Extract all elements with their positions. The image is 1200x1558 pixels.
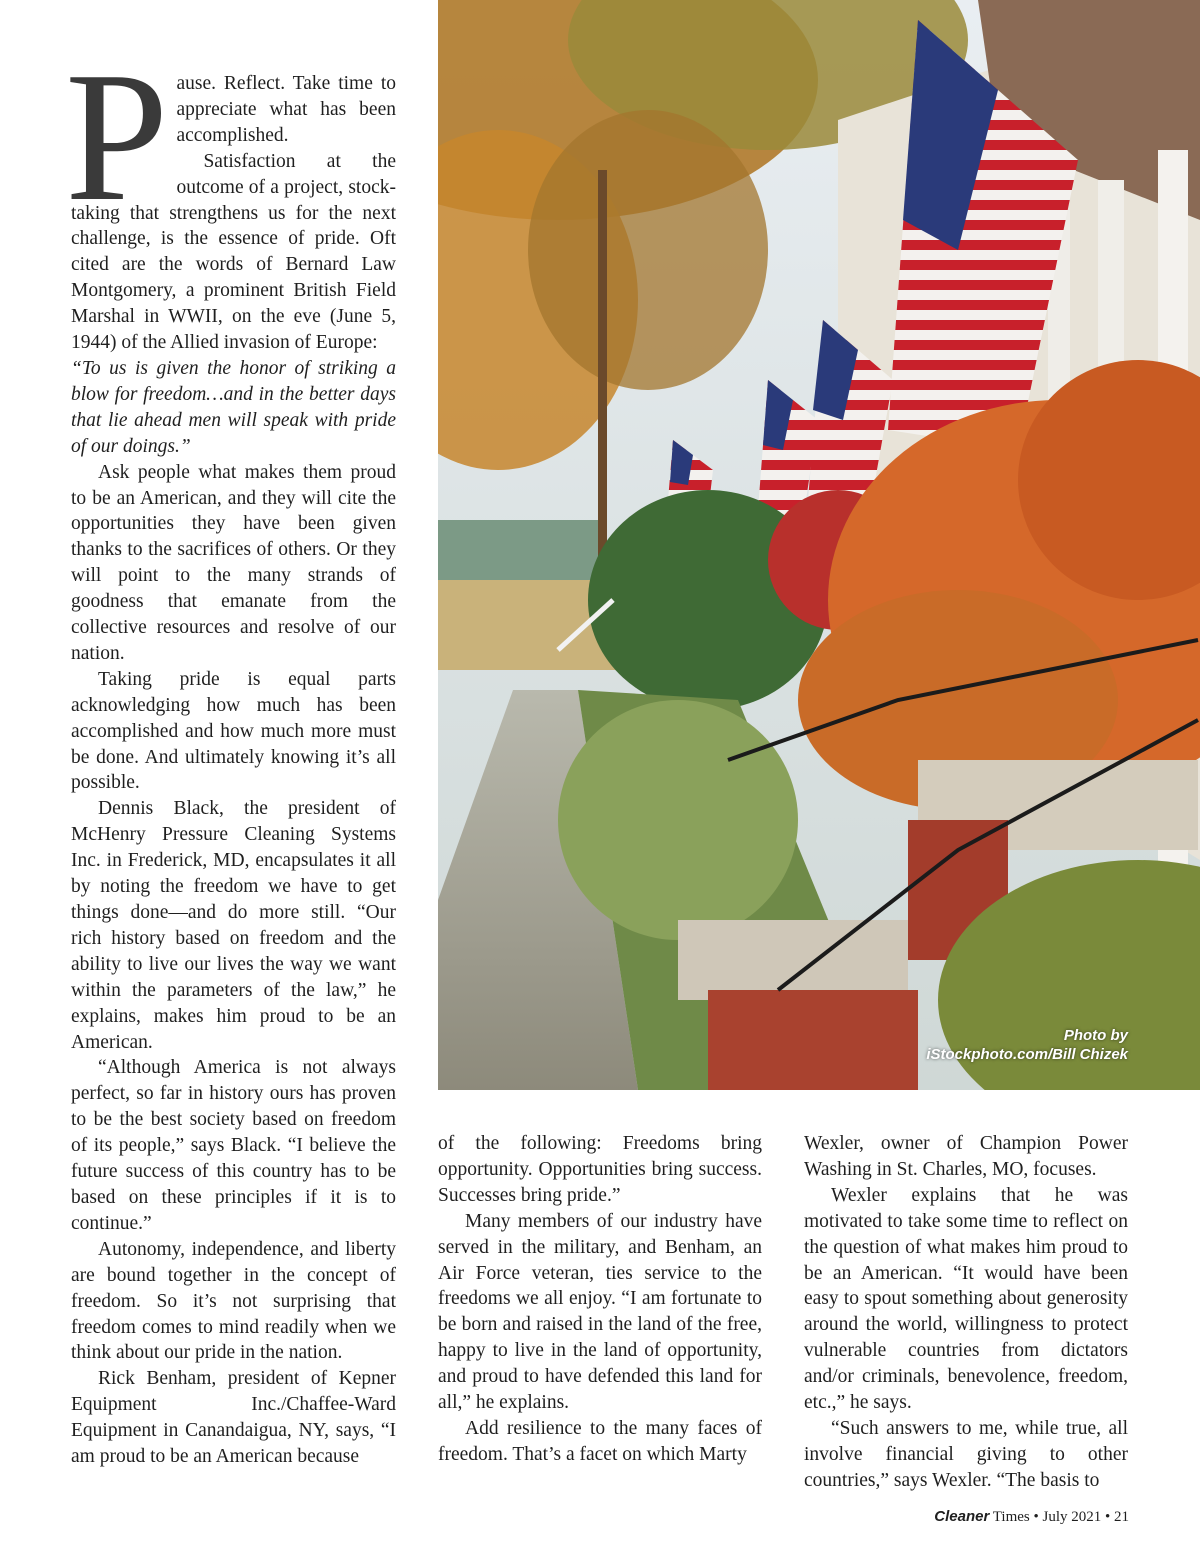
paragraph: Dennis Black, the president of McHenry Pressure Cleaning Systems Inc. in Frederick, MD, encapsulates it all by noting the freedom we have to get things done—and do more still. “Our rich history based on freedom and the ability to live our lives the way we want within the parameters of the law,” he explains, makes him proud to be an American. (71, 798, 396, 1053)
paragraph: Autonomy, independence, and liberty are bound together in the concept of freedom. So it’s not surprising that freedom comes to mind readily when we think about our pride in the nation. (71, 1238, 396, 1364)
street-flags-photo (438, 0, 1200, 1090)
paragraph: Wexler explains that he was motivated to take some time to reflect on the question of what makes him proud to be an American. “It would have been easy to spout something about generosity around the world, willingness to protect vulnerable countries from dictators and/or criminals, benevolence, freedom, etc.,” he says. (804, 1184, 1128, 1414)
issue-and-page: Times • July 2021 • 21 (989, 1509, 1129, 1525)
photo-credit-line: Photo by (1063, 1027, 1128, 1044)
magazine-brand: Cleaner (934, 1508, 990, 1525)
paragraph: Wexler, owner of Champion Power Washing in St. Charles, MO, focuses. (804, 1133, 1128, 1180)
article-column-3 (804, 1131, 1128, 1494)
paragraph: “Such answers to me, while true, all involve financial giving to other countries,” says Wexler. “The basis to (804, 1417, 1128, 1491)
paragraph: Satisfaction at the outcome of a project, stock-taking that strengthens us for the next challenge, is the essence of pride. Oft cited are the words of Bernard Law Montgomery, a prominent British Field Marshal in WWII, on the eve (June 5, 1944) of the Allied invasion of Europe: (71, 150, 396, 354)
drop-cap: P (65, 34, 169, 240)
article-column-2 (438, 1131, 762, 1468)
paragraph: “Although America is not always perfect, so far in history ours has proven to be the best society based on freedom of its people,” says Black. “I believe the future success of this country has to be based on these principles if it is to continue.” (71, 1057, 396, 1234)
paragraph: Many members of our industry have served in the military, and Benham, an Air Force veteran, ties service to the freedoms we all enjoy. “I am fortunate to be born and raised in the land of the free, happy to live in the land of opportunity, and proud to have defended this land for all,” he explains. (438, 1210, 762, 1414)
paragraph: of the following: Freedoms bring opportunity. Opportunities bring success. Successes bring pride.” (438, 1133, 762, 1206)
photo-illustration (438, 0, 1200, 1090)
paragraph: Ask people what makes them proud to be an American, and they will cite the opportunities they have been given thanks to the sacrifices of others. Or they will point to the many strands of goodness that emanate from the collective resources and resolve of our nation. (71, 461, 396, 664)
paragraph: Taking pride is equal parts acknowledging how much has been accomplished and how much more must be done. And ultimately knowing it’s all possible. (71, 668, 396, 794)
photo-credit (926, 1026, 1128, 1064)
page-footer (934, 1508, 1129, 1526)
quote-paragraph: “To us is given the honor of striking a blow for freedom…and in the better days that lie ahead men will speak with pride of our doings.” (71, 357, 396, 457)
paragraph: ause. Reflect. Take time to appreciate what has been accomplished. (176, 73, 396, 146)
photo-credit-source: iStockphoto.com/Bill Chizek (926, 1046, 1128, 1063)
paragraph: Add resilience to the many faces of freedom. That’s a facet on which Marty (438, 1417, 762, 1465)
paragraph: Rick Benham, president of Kepner Equipment Inc./Chaffee-Ward Equipment in Canandaigua, NY, says, “I am proud to be an American because (71, 1368, 396, 1468)
article-column-1 (65, 34, 396, 1470)
